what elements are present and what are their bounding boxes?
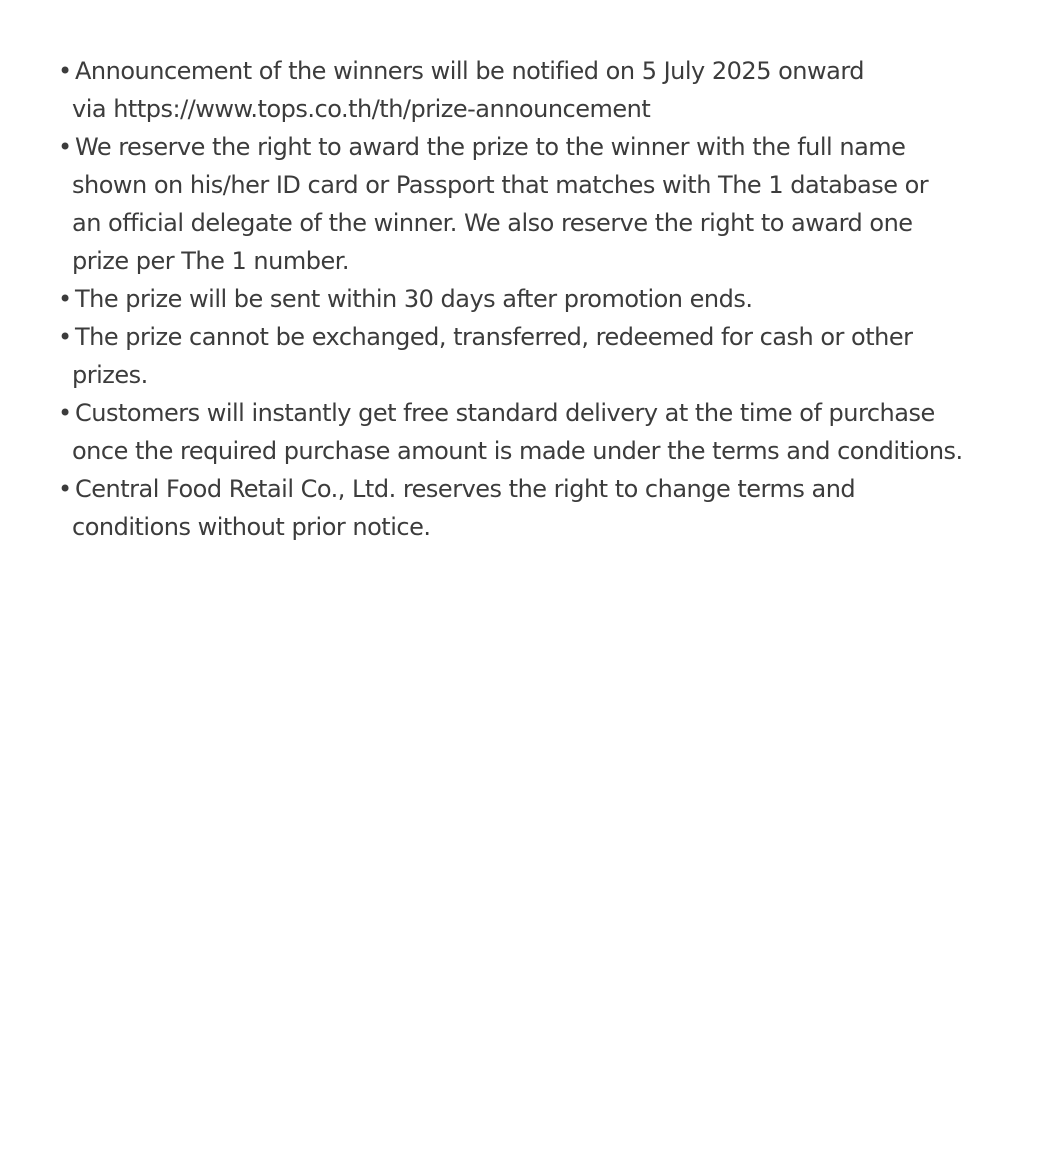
term-line: via https://www.tops.co.th/th/prize-announcement — [72, 95, 651, 123]
term-line: Announcement of the winners will be notified on 5 July 2025 onward — [75, 57, 864, 85]
term-item-award-rights — [58, 128, 998, 280]
term-item-no-exchange — [58, 318, 998, 394]
term-item-prize-delivery — [58, 280, 998, 318]
term-line: conditions without prior notice. — [72, 513, 431, 541]
term-line: Central Food Retail Co., Ltd. reserves the right to change terms and — [75, 475, 856, 503]
term-line: once the required purchase amount is made under the terms and conditions. — [72, 437, 963, 465]
term-line: The prize cannot be exchanged, transferred, redeemed for cash or other — [75, 323, 913, 351]
term-line: We reserve the right to award the prize to the winner with the full name — [75, 133, 906, 161]
term-line: an official delegate of the winner. We also reserve the right to award one — [72, 209, 913, 237]
term-item-change-terms — [58, 470, 998, 546]
term-line: prize per The 1 number. — [72, 247, 350, 275]
terms-and-conditions-list — [58, 52, 998, 546]
term-line: shown on his/her ID card or Passport that matches with The 1 database or — [72, 171, 929, 199]
bullet-icon: • — [58, 475, 72, 503]
term-item-free-delivery — [58, 394, 998, 470]
bullet-icon: • — [58, 399, 72, 427]
term-line: prizes. — [72, 361, 148, 389]
bullet-icon: • — [58, 323, 72, 351]
bullet-icon: • — [58, 133, 72, 161]
bullet-icon: • — [58, 57, 72, 85]
term-line: The prize will be sent within 30 days after promotion ends. — [75, 285, 753, 313]
bullet-icon: • — [58, 285, 72, 313]
term-line: Customers will instantly get free standard delivery at the time of purchase — [75, 399, 935, 427]
term-item-announcement — [58, 52, 998, 128]
